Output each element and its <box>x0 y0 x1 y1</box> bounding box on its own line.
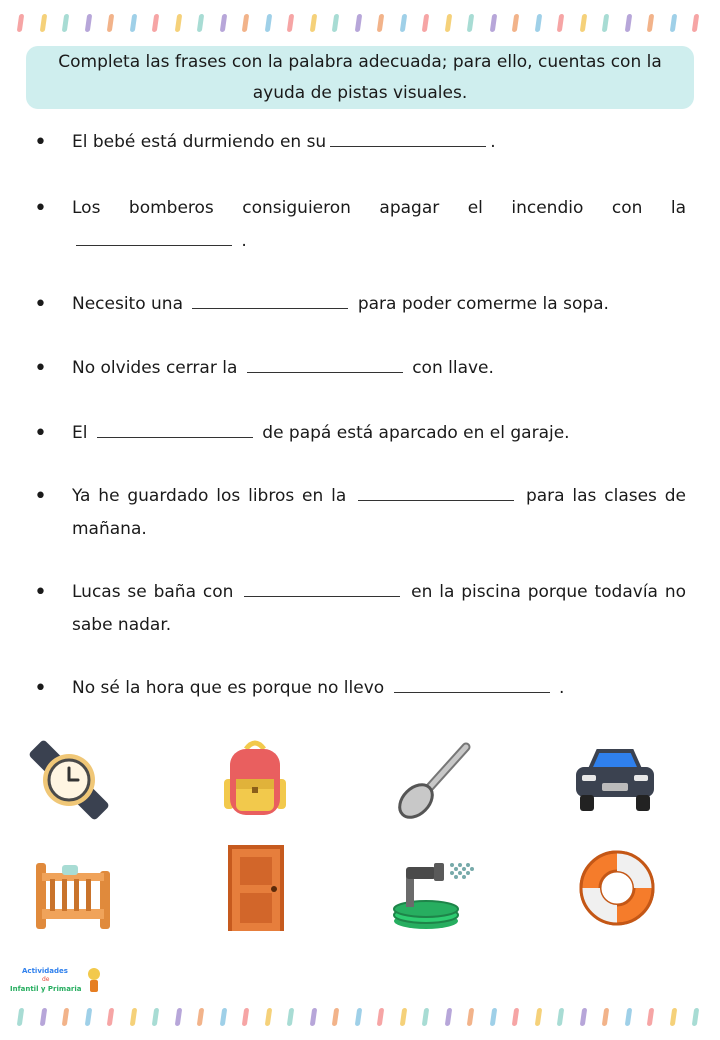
answer-blank[interactable] <box>330 126 486 147</box>
sentence-item <box>34 417 686 450</box>
decorative-dash-border-bottom <box>0 1006 720 1028</box>
decorative-dash <box>152 1008 160 1026</box>
sentence-text-before: Los bomberos consiguieron apagar el incendio con la <box>72 198 686 218</box>
sentence-text-before: Necesito una <box>72 294 183 314</box>
decorative-dash <box>624 1008 632 1026</box>
decorative-dash <box>287 14 295 32</box>
decorative-dash <box>467 1008 475 1026</box>
bullet: • <box>34 580 47 605</box>
decorative-dash <box>17 14 25 32</box>
sentence-item <box>34 126 686 159</box>
sentence-item <box>34 576 686 642</box>
sentence-item <box>34 480 686 546</box>
decorative-dash <box>669 1008 677 1026</box>
answer-blank[interactable] <box>247 352 403 373</box>
sentence-text <box>72 288 686 321</box>
decorative-dash <box>62 1008 70 1026</box>
decorative-dash <box>377 1008 385 1026</box>
decorative-dash <box>624 14 632 32</box>
decorative-dash <box>62 14 70 32</box>
bullet: • <box>34 196 47 221</box>
decorative-dash <box>467 14 475 32</box>
backpack-icon <box>210 735 300 825</box>
decorative-dash <box>152 14 160 32</box>
decorative-dash <box>197 14 205 32</box>
sentence-text-after: en la piscina porque todavía no sabe nadar. <box>72 582 687 635</box>
decorative-dash <box>174 14 182 32</box>
sentence-text-after: de papá está aparcado en el garaje. <box>262 423 570 443</box>
sentence-item <box>34 192 686 258</box>
decorative-dash <box>39 14 47 32</box>
decorative-dash <box>557 14 565 32</box>
decorative-dash <box>264 14 272 32</box>
decorative-dash <box>399 1008 407 1026</box>
bullet: • <box>34 130 47 155</box>
sentence-text <box>72 576 686 642</box>
sentence-text-after: . <box>241 231 247 251</box>
decorative-dash <box>332 14 340 32</box>
answer-blank[interactable] <box>358 480 514 501</box>
decorative-dash-border-top <box>0 12 720 34</box>
decorative-dash <box>399 14 407 32</box>
sentence-text-after: . <box>559 678 565 698</box>
decorative-dash <box>534 1008 542 1026</box>
decorative-dash <box>669 14 677 32</box>
sentence-text <box>72 672 686 705</box>
decorative-dash <box>579 1008 587 1026</box>
door-icon <box>210 843 300 933</box>
sentence-text <box>72 192 686 258</box>
answer-blank[interactable] <box>97 417 253 438</box>
decorative-dash <box>174 1008 182 1026</box>
spoon-icon <box>390 735 480 825</box>
sentence-text-before: No sé la hora que es porque no llevo <box>72 678 385 698</box>
watch-icon <box>24 735 114 825</box>
logo <box>8 964 108 1000</box>
decorative-dash <box>647 14 655 32</box>
bullet: • <box>34 676 47 701</box>
decorative-dash <box>17 1008 25 1026</box>
decorative-dash <box>309 14 317 32</box>
sentence-item <box>34 288 686 321</box>
decorative-dash <box>512 1008 520 1026</box>
decorative-dash <box>557 1008 565 1026</box>
lifebuoy-icon <box>572 843 662 933</box>
sentence-item <box>34 672 686 705</box>
logo-text-3: Infantil y Primaria <box>10 985 82 993</box>
sentence-text-before: No olvides cerrar la <box>72 358 238 378</box>
decorative-dash <box>444 14 452 32</box>
decorative-dash <box>264 1008 272 1026</box>
decorative-dash <box>354 1008 362 1026</box>
sentence-text-before: Ya he guardado los libros en la <box>72 486 347 506</box>
instructions-box <box>26 46 694 109</box>
answer-blank[interactable] <box>192 288 348 309</box>
decorative-dash <box>219 1008 227 1026</box>
crib-icon <box>30 843 120 933</box>
decorative-dash <box>129 14 137 32</box>
decorative-dash <box>242 14 250 32</box>
decorative-dash <box>512 14 520 32</box>
decorative-dash <box>579 14 587 32</box>
decorative-dash <box>107 1008 115 1026</box>
decorative-dash <box>354 14 362 32</box>
bullet: • <box>34 484 47 509</box>
decorative-dash <box>107 14 115 32</box>
decorative-dash <box>647 1008 655 1026</box>
decorative-dash <box>309 1008 317 1026</box>
hose-icon <box>390 843 480 933</box>
logo-text-1: Actividades <box>22 967 68 975</box>
sentence-text-before: El bebé está durmiendo en su <box>72 132 327 152</box>
sentence-text-after: . <box>490 132 496 152</box>
decorative-dash <box>377 14 385 32</box>
decorative-dash <box>422 14 430 32</box>
sentence-text-after: para las clases de mañana. <box>72 486 686 539</box>
decorative-dash <box>197 1008 205 1026</box>
decorative-dash <box>444 1008 452 1026</box>
answer-blank[interactable] <box>394 672 550 693</box>
logo-text-2: de <box>42 976 50 983</box>
sentence-text <box>72 126 686 159</box>
sentence-text-before: El <box>72 423 88 443</box>
decorative-dash <box>602 1008 610 1026</box>
decorative-dash <box>84 1008 92 1026</box>
instructions-text: Completa las frases con la palabra adecuada; para ello, cuentas con la ayuda de pistas visuales. <box>58 51 662 103</box>
decorative-dash <box>692 14 700 32</box>
sentence-text <box>72 480 686 546</box>
decorative-dash <box>39 1008 47 1026</box>
sentence-item <box>34 352 686 385</box>
decorative-dash <box>287 1008 295 1026</box>
decorative-dash <box>84 14 92 32</box>
bullet: • <box>34 356 47 381</box>
sentence-text-after: para poder comerme la sopa. <box>357 294 609 314</box>
decorative-dash <box>332 1008 340 1026</box>
decorative-dash <box>129 1008 137 1026</box>
sentence-text-before: Lucas se baña con <box>72 582 234 602</box>
answer-blank[interactable] <box>244 576 400 597</box>
decorative-dash <box>242 1008 250 1026</box>
decorative-dash <box>489 14 497 32</box>
sentence-text <box>72 352 686 385</box>
decorative-dash <box>602 14 610 32</box>
decorative-dash <box>422 1008 430 1026</box>
decorative-dash <box>534 14 542 32</box>
decorative-dash <box>219 14 227 32</box>
bullet: • <box>34 421 47 446</box>
car-icon <box>570 735 660 825</box>
bullet: • <box>34 292 47 317</box>
decorative-dash <box>489 1008 497 1026</box>
sentence-text-after: con llave. <box>412 358 494 378</box>
sentence-text <box>72 417 686 450</box>
answer-blank[interactable] <box>76 225 232 246</box>
decorative-dash <box>692 1008 700 1026</box>
